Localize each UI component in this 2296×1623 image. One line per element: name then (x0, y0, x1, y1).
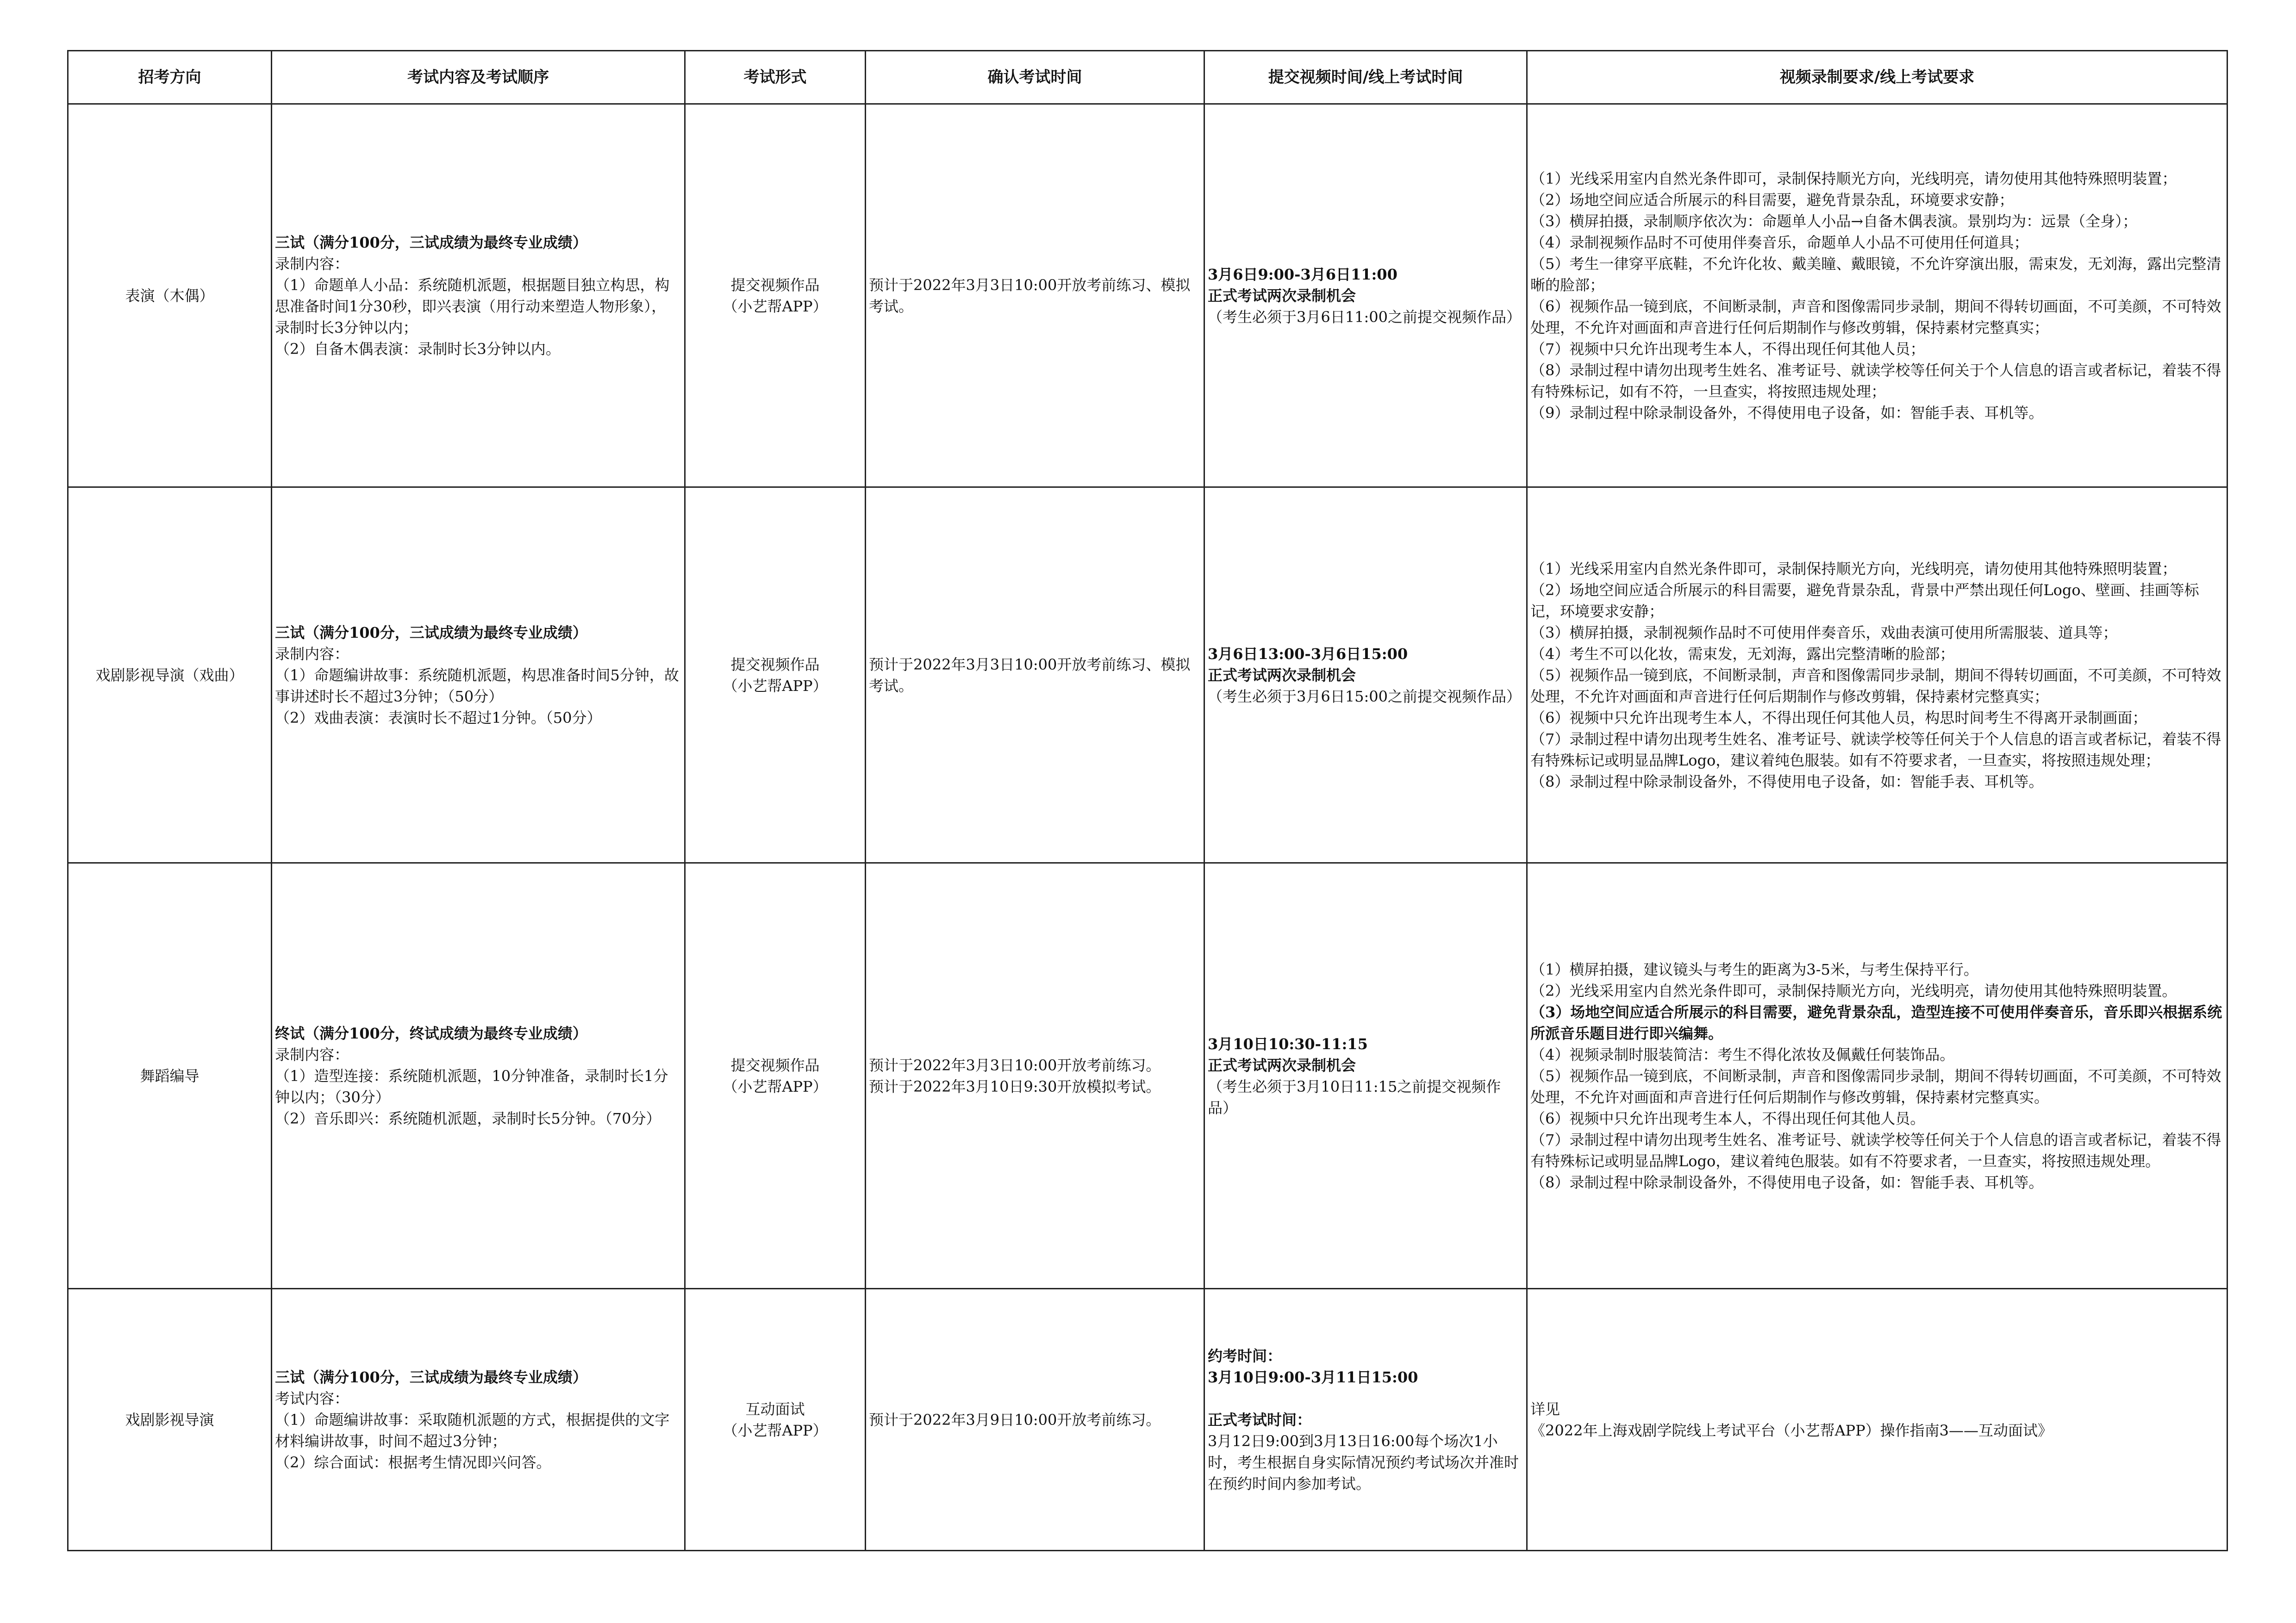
confirm-cell (866, 863, 1204, 1289)
requirement-item: （3）横屏拍摄，录制顺序依次为：命题单人小品→自备木偶表演。景别均为：远景（全身）； (1530, 212, 2138, 230)
time-cell (1204, 487, 1527, 863)
requirements-cell (1527, 104, 2227, 487)
content-line: （1）命题单人小品：系统随机派题，根据题目独立构思，构思准备时间1分30秒，即兴表演（用行动来塑造人物形象），录制时长3分钟以内； (275, 276, 670, 336)
header-requirements: 视频录制要求/线上考试要求 (1527, 51, 2227, 104)
time-bold-line: 正式考试两次录制机会 (1208, 666, 1356, 684)
time-bold-line: 正式考试时间： (1208, 1411, 1312, 1429)
form-line: 互动面试 (745, 1400, 805, 1418)
confirm-cell (866, 104, 1204, 487)
content-title: 三试（满分100分，三试成绩为最终专业成绩） (275, 623, 587, 641)
header-submit-time: 提交视频时间/线上考试时间 (1204, 51, 1527, 104)
requirement-item-bold: （3）场地空间应适合所展示的科目需要，避免背景杂乱，造型连接不可使用伴奏音乐，音乐即兴根据系统所派音乐题目进行即兴编舞。 (1530, 1003, 2222, 1042)
requirement-item: （5）视频作品一镜到底，不间断录制，声音和图像需同步录制，期间不得转切画面，不可美颜，不可特效处理，不允许对画面和声音进行任何后期制作与修改剪辑，保持素材完整真实。 (1530, 1067, 2221, 1106)
requirement-item: （6）视频作品一镜到底，不间断录制，声音和图像需同步录制，期间不得转切画面，不可美颜，不可特效处理，不允许对画面和声音进行任何后期制作与修改剪辑，保持素材完整真实； (1530, 297, 2221, 336)
header-confirm-time: 确认考试时间 (866, 51, 1204, 104)
table-row (68, 1289, 2227, 1551)
content-line: （2）自备木偶表演：录制时长3分钟以内。 (275, 340, 561, 358)
confirm-line: 预计于2022年3月3日10:00开放考前练习、模拟考试。 (869, 655, 1191, 695)
content-title: 三试（满分100分，三试成绩为最终专业成绩） (275, 233, 587, 251)
requirement-item: （4）视频录制时服装简洁：考生不得化浓妆及佩戴任何装饰品。 (1530, 1045, 1955, 1063)
time-cell (1204, 1289, 1527, 1551)
content-cell (272, 487, 685, 863)
form-cell (685, 863, 866, 1289)
form-line: （小艺帮APP） (723, 677, 828, 695)
time-spacer (1208, 1388, 1522, 1409)
form-cell (685, 1289, 866, 1551)
content-line: （2）戏曲表演：表演时长不超过1分钟。（50分） (275, 709, 602, 727)
content-line: 录制内容： (275, 1045, 349, 1063)
exam-schedule-table (67, 50, 2228, 1551)
form-line: （小艺帮APP） (723, 1077, 828, 1095)
confirm-line: 预计于2022年3月9日10:00开放考前练习。 (869, 1411, 1161, 1429)
time-bold-line: 3月10日10:30-11:15 (1208, 1035, 1368, 1053)
time-line: （考生必须于3月6日15:00之前提交视频作品） (1208, 687, 1521, 705)
requirement-item: 详见 (1530, 1400, 1560, 1418)
requirement-item: （8）录制过程中请勿出现考生姓名、准考证号、就读学校等任何关于个人信息的语言或者标记，着装不得有特殊标记，如有不符，一旦查实，将按照违规处理； (1530, 361, 2221, 400)
header-form: 考试形式 (685, 51, 866, 104)
requirement-item: （2）场地空间应适合所展示的科目需要，避免背景杂乱，背景中严禁出现任何Logo、壁画、挂画等标记，环境要求安静； (1530, 581, 2199, 620)
form-line: 提交视频作品 (730, 276, 820, 294)
requirement-item: （8）录制过程中除录制设备外，不得使用电子设备，如：智能手表、耳机等。 (1530, 772, 2044, 790)
time-line: （考生必须于3月6日11:00之前提交视频作品） (1208, 308, 1521, 326)
content-cell (272, 863, 685, 1289)
content-cell (272, 1289, 685, 1551)
requirement-item: （5）考生一律穿平底鞋，不允许化妆、戴美瞳、戴眼镜，不允许穿演出服，需束发，无刘海，露出完整清晰的脸部； (1530, 255, 2221, 294)
form-line: 提交视频作品 (730, 655, 820, 673)
confirm-line: 预计于2022年3月3日10:00开放考前练习、模拟考试。 (869, 276, 1191, 315)
time-bold-line: 正式考试两次录制机会 (1208, 1056, 1356, 1074)
time-cell (1204, 863, 1527, 1289)
requirements-cell (1527, 863, 2227, 1289)
requirements-cell (1527, 487, 2227, 863)
confirm-cell (866, 1289, 1204, 1551)
content-cell (272, 104, 685, 487)
table-row (68, 863, 2227, 1289)
time-line: （考生必须于3月10日11:15之前提交视频作品） (1208, 1077, 1501, 1117)
requirement-item: （7）录制过程中请勿出现考生姓名、准考证号、就读学校等任何关于个人信息的语言或者标记，着装不得有特殊标记或明显品牌Logo，建议着纯色服装。如有不符要求者，一旦查实，将按照违规处理。 (1530, 1131, 2221, 1170)
requirement-item: （4）录制视频作品时不可使用伴奏音乐，命题单人小品不可使用任何道具； (1530, 233, 2029, 251)
requirement-item: （3）横屏拍摄，录制视频作品时不可使用伴奏音乐，戏曲表演可使用所需服装、道具等； (1530, 623, 2118, 641)
content-line: 录制内容： (275, 255, 349, 273)
confirm-cell (866, 487, 1204, 863)
time-bold-line: 3月10日9:00-3月11日15:00 (1208, 1368, 1418, 1386)
confirm-line: 预计于2022年3月10日9:30开放模拟考试。 (869, 1077, 1161, 1095)
requirement-item: （9）录制过程中除录制设备外，不得使用电子设备，如：智能手表、耳机等。 (1530, 404, 2044, 422)
requirement-item: （8）录制过程中除录制设备外，不得使用电子设备，如：智能手表、耳机等。 (1530, 1173, 2044, 1191)
time-line: 3月12日9:00到3月13日16:00每个场次1小时，考生根据自身实际情况预约考试场次并准时在预约时间内参加考试。 (1208, 1432, 1519, 1492)
header-direction: 招考方向 (68, 51, 272, 104)
guide-link-text: 《2022年上海戏剧学院线上考试平台（小艺帮APP）操作指南3——互动面试》 (1530, 1421, 2053, 1439)
requirements-cell (1527, 1289, 2227, 1551)
requirement-item: （1）光线采用室内自然光条件即可，录制保持顺光方向，光线明亮，请勿使用其他特殊照明装置； (1530, 169, 2177, 187)
content-line: （2）综合面试：根据考生情况即兴问答。 (275, 1453, 551, 1471)
requirement-item: （7）录制过程中请勿出现考生姓名、准考证号、就读学校等任何关于个人信息的语言或者标记，着装不得有特殊标记或明显品牌Logo，建议着纯色服装。如有不符要求者，一旦查实，将按照违规处理； (1530, 730, 2221, 769)
requirement-item: （2）光线采用室内自然光条件即可，录制保持顺光方向，光线明亮，请勿使用其他特殊照明装置。 (1530, 982, 2177, 1000)
time-bold-line: 约考时间： (1208, 1347, 1282, 1365)
time-cell (1204, 104, 1527, 487)
header-row (68, 51, 2227, 104)
requirement-item: （6）视频中只允许出现考生本人，不得出现任何其他人员，构思时间考生不得离开录制画面； (1530, 709, 2147, 727)
table-row (68, 487, 2227, 863)
direction-cell: 舞蹈编导 (68, 863, 272, 1289)
content-line: 录制内容： (275, 645, 349, 663)
direction-cell: 戏剧影视导演（戏曲） (68, 487, 272, 863)
content-line: （1）命题编讲故事：采取随机派题的方式，根据提供的文字材料编讲故事，时间不超过3分钟； (275, 1411, 670, 1450)
form-cell (685, 487, 866, 863)
time-bold-line: 3月6日13:00-3月6日15:00 (1208, 645, 1408, 663)
content-line: （1）造型连接：系统随机派题，10分钟准备，录制时长1分钟以内；（30分） (275, 1067, 668, 1106)
requirement-item: （6）视频中只允许出现考生本人，不得出现任何其他人员。 (1530, 1109, 1925, 1127)
form-line: （小艺帮APP） (723, 297, 828, 315)
table-row (68, 104, 2227, 487)
requirement-item: （4）考生不可以化妆，需束发，无刘海，露出完整清晰的脸部； (1530, 645, 1955, 663)
direction-cell: 戏剧影视导演 (68, 1289, 272, 1551)
content-line: （1）命题编讲故事：系统随机派题，构思准备时间5分钟，故事讲述时长不超过3分钟；（50分） (275, 666, 679, 705)
requirement-item: （2）场地空间应适合所展示的科目需要，避免背景杂乱，环境要求安静； (1530, 191, 2014, 209)
content-line: 考试内容： (275, 1389, 349, 1407)
content-title: 终试（满分100分，终试成绩为最终专业成绩） (275, 1024, 587, 1042)
content-line: （2）音乐即兴：系统随机派题，录制时长5分钟。（70分） (275, 1109, 661, 1127)
requirement-item: （5）视频作品一镜到底，不间断录制，声音和图像需同步录制，期间不得转切画面，不可美颜，不可特效处理，不允许对画面和声音进行任何后期制作与修改剪辑，保持素材完整真实； (1530, 666, 2221, 705)
requirement-item: （1）横屏拍摄，建议镜头与考生的距离为3-5米，与考生保持平行。 (1530, 960, 1978, 978)
content-title: 三试（满分100分，三试成绩为最终专业成绩） (275, 1368, 587, 1386)
requirement-item: （7）视频中只允许出现考生本人，不得出现任何其他人员； (1530, 340, 1925, 358)
form-line: （小艺帮APP） (723, 1421, 828, 1439)
time-bold-line: 正式考试两次录制机会 (1208, 286, 1356, 305)
form-cell (685, 104, 866, 487)
direction-cell: 表演（木偶） (68, 104, 272, 487)
confirm-line: 预计于2022年3月3日10:00开放考前练习。 (869, 1056, 1161, 1074)
requirement-item: （1）光线采用室内自然光条件即可，录制保持顺光方向，光线明亮，请勿使用其他特殊照明装置； (1530, 560, 2177, 578)
form-line: 提交视频作品 (730, 1056, 820, 1074)
time-bold-line: 3月6日9:00-3月6日11:00 (1208, 265, 1398, 283)
header-content: 考试内容及考试顺序 (272, 51, 685, 104)
